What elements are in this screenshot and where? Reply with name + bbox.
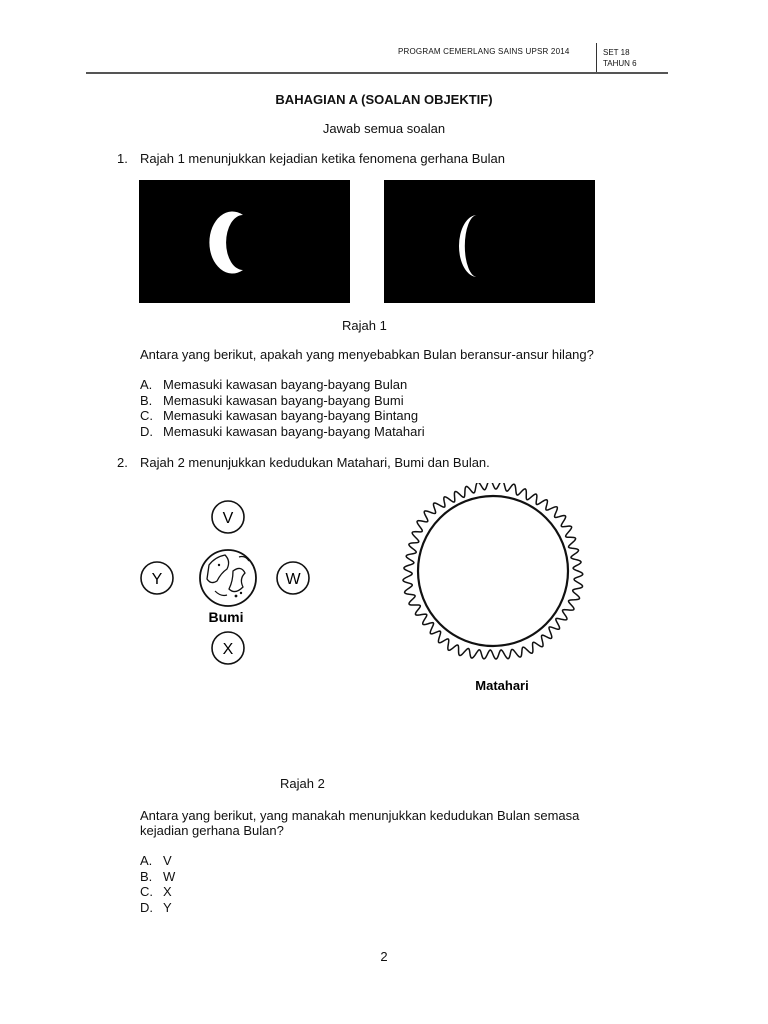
q2-question-line1: Antara yang berikut, yang manakah menunjukkan kedudukan Bulan semasa bbox=[140, 808, 580, 823]
q1-option-c[interactable]: C. Memasuki kawasan bayang-bayang Bintang bbox=[140, 408, 419, 423]
header-rule bbox=[86, 72, 668, 74]
moon-position-y bbox=[141, 562, 173, 594]
q1-caption: Rajah 1 bbox=[342, 318, 387, 333]
moon-position-v bbox=[212, 501, 244, 533]
night-sky-2 bbox=[384, 180, 595, 303]
page-number: 2 bbox=[380, 949, 388, 964]
header-set-block bbox=[603, 47, 637, 69]
label-x: X bbox=[222, 641, 234, 658]
q1-option-b[interactable]: B. Memasuki kawasan bayang-bayang Bumi bbox=[140, 392, 404, 408]
q2-option-d[interactable]: D. Y bbox=[140, 899, 172, 915]
moon-position-x bbox=[212, 632, 244, 664]
header-divider bbox=[596, 43, 597, 73]
q1-moon-image-1 bbox=[139, 180, 350, 303]
q2-question-line2: kejadian gerhana Bulan? bbox=[140, 823, 284, 838]
earth-globe-icon bbox=[200, 550, 256, 606]
q2-number: 2. bbox=[117, 455, 128, 470]
q1-option-a[interactable]: A. Memasuki kawasan bayang-bayang Bulan bbox=[140, 377, 408, 392]
q2-option-c[interactable]: C. X bbox=[140, 884, 172, 899]
q2-stem: Rajah 2 menunjukkan kedudukan Matahari, Bumi dan Bulan. bbox=[140, 455, 490, 470]
header-year: TAHUN 6 bbox=[603, 59, 637, 68]
q2-option-b[interactable]: B. W bbox=[140, 868, 176, 884]
sun-diagram bbox=[398, 483, 598, 693]
q1-option-d[interactable]: D. Memasuki kawasan bayang-bayang Matahari bbox=[140, 423, 425, 439]
moon-position-w bbox=[277, 562, 309, 594]
q1-moon-image-2 bbox=[384, 180, 595, 303]
label-y: Y bbox=[151, 571, 163, 588]
q1-question: Antara yang berikut, apakah yang menyebabkan Bulan beransur-ansur hilang? bbox=[140, 347, 594, 362]
header-set: SET 18 bbox=[603, 48, 630, 57]
q2-options bbox=[140, 853, 175, 915]
q2-caption: Rajah 2 bbox=[280, 776, 325, 791]
section-title: BAHAGIAN A (SOALAN OBJEKTIF) bbox=[275, 92, 493, 107]
sun-label: Matahari bbox=[475, 678, 529, 693]
label-v: V bbox=[222, 510, 234, 527]
label-w: W bbox=[285, 571, 301, 588]
q1-number: 1. bbox=[117, 151, 128, 166]
earth-label: Bumi bbox=[208, 609, 244, 625]
sun-corona bbox=[403, 483, 583, 659]
header-program: PROGRAM CEMERLANG SAINS UPSR 2014 bbox=[398, 47, 570, 56]
q2-option-a[interactable]: A. V bbox=[140, 853, 172, 868]
q1-stem: Rajah 1 menunjukkan kejadian ketika fenomena gerhana Bulan bbox=[140, 151, 505, 166]
earth-moon-diagram bbox=[135, 495, 320, 667]
q1-options bbox=[140, 377, 425, 439]
sun-disc bbox=[418, 496, 568, 646]
instruction: Jawab semua soalan bbox=[322, 121, 446, 136]
night-sky-1 bbox=[139, 180, 350, 303]
